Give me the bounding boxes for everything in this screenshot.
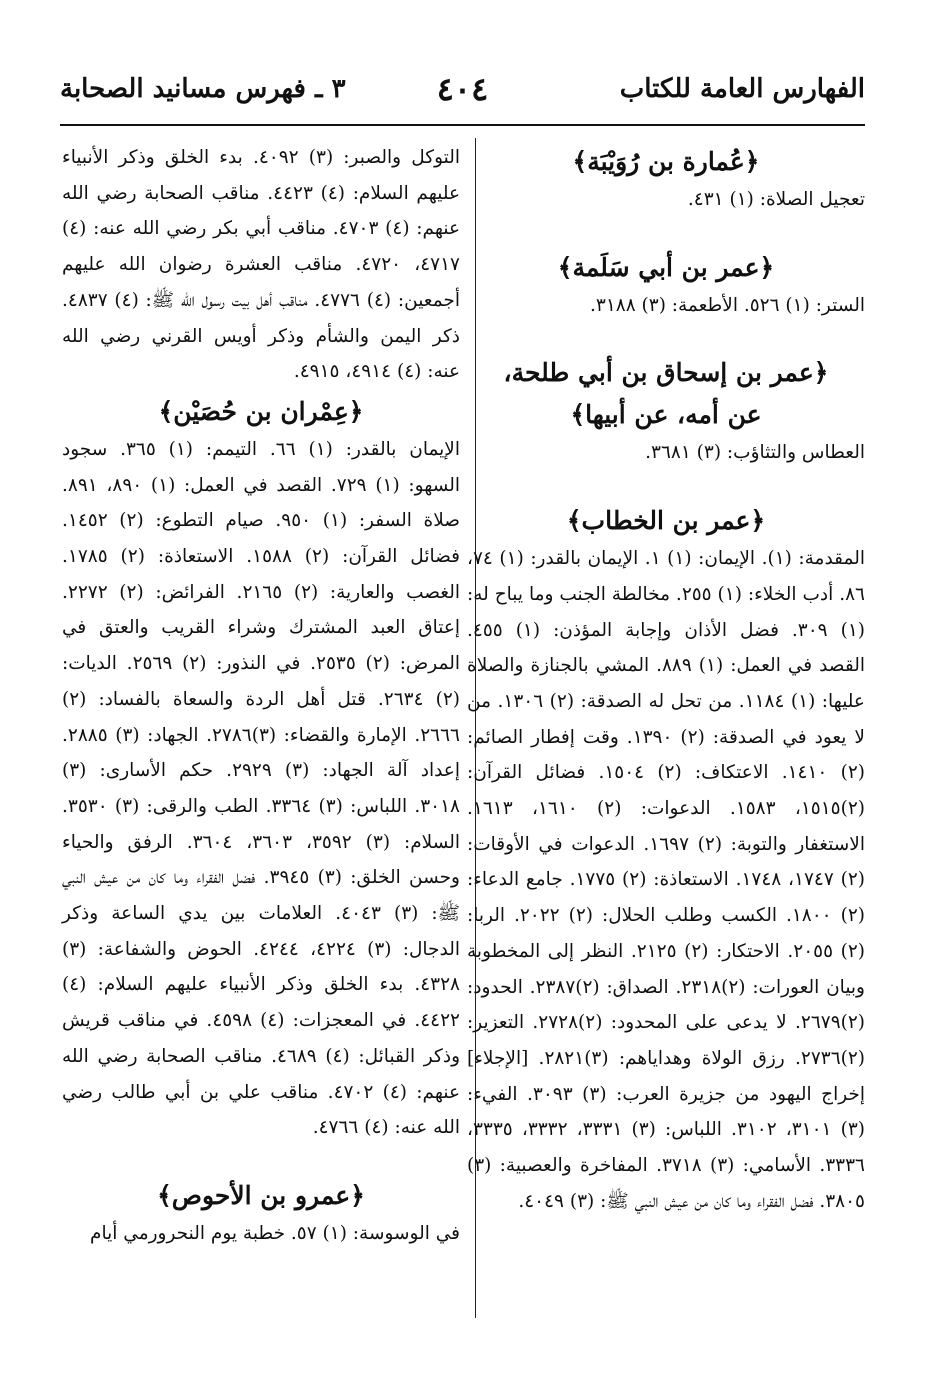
- spacer: [467, 323, 865, 351]
- entry-text-amr-ahwas: في الوسوسة: (١) ٥٧. خطبة يوم النحرورمي أيام: [90, 1222, 460, 1244]
- header-rule: [60, 124, 865, 126]
- left-column: [62, 140, 460, 1252]
- entry-text-umar-khattab: المقدمة: (١). الإيمان: (١) ١. الإيمان بالقدر: (١) ٧٤، ٨٦. أدب الخلاء: (١) ٢٥٥. مخالطة الجنب وما يباح له: (١) ٣٠٩. فضل الأذان وإجابة المؤذن: (١) ٤٥٥. القصد في العمل: (١) ٨٨٩. المشي بالجنازة والصلاة عليها: (١) ١١٨٤. من تحل له الصدقة: (٢) ١٣٠٦. من لا يعود في الصدقة: (٢) ١٣٩٠. وقت إفطار الصائم: (٢) ١٤١٠. الاعتكاف: (٢) ١٥٠٤. فضائل القرآن: (٢)١٥١٥، ١٥٨٣. الدعوات: (٢) ١٦١٠، ١٦١٣. الاستغفار والتوبة: (٢) ١٦٩٧. الدعوات في الأوقات: (٢) ١٧٤٧، ١٧٤٨. الاستعاذة: (٢) ١٧٧٥. جامع الدعاء: (٢) ١٨٠٠. الكسب وطلب الحلال: (٢) ٢٠٢٢. الربا: (٢) ٢٠٥٥. الاحتكار: (٢) ٢١٢٥. النظر إلى المخطوبة وبيان العورات: (٢)٢٣١٨. الصداق: (٢)٢٣٨٧. الحدود: (٢)٢٦٧٩. لا يدعى على المحدود: (٢)٢٧٢٨. التعزير: (٢)٢٧٣٦. رزق الولاة وهداياهم: (٣)٢٨٢١. [الإجلاء] إخراج اليهود من جزيرة العرب: (٣) ٣٠٩٣. الفيء: (٣) ٣١٠١، ٣١٠٢. اللباس: (٣) ٣٣٣١، ٣٣٣٢، ٣٣٣٥، ٣٣٣٦. الأسامي: (٣) ٣٧١٨. المفاخرة والعصبية: (٣) ٣٨٠٥. فضل الفقراء وما كان من عيش النبي ﷺ: (٣) ٤٠٤٩.: [467, 548, 866, 1212]
- entry-heading-umar-ishaq-2: عن أمه، عن أبيها﴾: [570, 400, 762, 430]
- entry-heading-imran: ﴿عِمْران بن حُصَيْن﴾: [158, 396, 364, 426]
- spacer: [467, 218, 865, 246]
- page-number: ٤٠٤: [436, 70, 489, 108]
- entry-text-umar-khattab-cont: التوكل والصبر: (٣) ٤٠٩٢. بدء الخلق وذكر الأنبياء عليهم السلام: (٤) ٤٤٢٣. مناقب الصحابة رضي الله عنهم: (٤) ٤٧٠٣. مناقب أبي بكر رضي الله عنه: (٤) ٤٧١٧، ٤٧٢٠. مناقب العشرة رضوان الله عليهم أجمعين: (٤) ٤٧٧٦. مناقب أهل بيت رسول الله ﷺ: (٤) ٤٨٣٧. ذكر اليمن والشأم وذكر أويس القرني رضي الله عنه: (٤) ٤٩١٤، ٤٩١٥.: [62, 147, 460, 383]
- spacer: [467, 471, 865, 499]
- book-title: الفهارس العامة للكتاب: [619, 74, 865, 104]
- entry-text-imran: الإيمان بالقدر: (١) ٦٦. التيمم: (١) ٣٦٥. سجود السهو: (١) ٧٢٩. القصد في العمل: (١) ٨٩٠، ٨٩١. صلاة السفر: (١) ٩٥٠. صيام التطوع: (٢) ١٤٥٢. فضائل القرآن: (٢) ١٥٨٨. الاستعاذة: (٢) ١٧٨٥. الغصب والعارية: (٢) ٢١٦٥. الفرائض: (٢) ٢٢٧٢. إعتاق العبد المشترك وشراء القريب والعتق في المرض: (٢) ٢٥٣٥. في النذور: (٢) ٢٥٦٩. الديات: (٢) ٢٦٣٤. قتل أهل الردة والسعاة بالفساد: (٢) ٢٦٦٦. الإمارة والقضاء: (٣)٢٧٨٦. الجهاد: (٣) ٢٨٨٥. إعداد آلة الجهاد: (٣) ٢٩٢٩. حكم الأسارى: (٣) ٣٠١٨. اللباس: (٣) ٣٣٦٤. الطب والرقى: (٣) ٣٥٣٠. السلام: (٣) ٣٥٩٢، ٣٦٠٣، ٣٦٠٤. الرفق والحياء وحسن الخلق: (٣) ٣٩٤٥. فضل الفقراء وما كان من عيش النبي ﷺ: (٣) ٤٠٤٣. العلامات بين يدي الساعة وذكر الدجال: (٣) ٤٢٢٤، ٤٢٤٤. الحوض والشفاعة: (٣) ٤٣٢٨. بدء الخلق وذكر الأنبياء عليهم السلام: (٤) ٤٤٢٢. في المعجزات: (٤) ٤٥٩٨. في مناقب قريش وذكر القبائل: (٤) ٤٦٨٩. مناقب الصحابة رضي الله عنهم: (٤) ٤٧٠٢. مناقب علي بن أبي طالب رضي الله عنه: (٤) ٤٧٦٦.: [62, 438, 461, 1139]
- entry-heading-umar-khattab: ﴿عمر بن الخطاب﴾: [566, 506, 766, 536]
- entry-text-umar-abi-salama: الستر: (١) ٥٢٦. الأطعمة: (٣) ٣١٨٨.: [590, 294, 865, 316]
- entry-heading-amr-ahwas: ﴿عمرو بن الأحوص﴾: [157, 1180, 365, 1210]
- entry-heading-umara: ﴿عُمارة بن رُوَيْبَة﴾: [572, 147, 760, 176]
- right-column: [467, 140, 865, 1219]
- entry-heading-umar-ishaq-1: ﴿عمر بن إسحاق بن أبي طلحة،: [503, 358, 829, 388]
- page-header: [60, 70, 865, 114]
- entry-text-umara: تعجيل الصلاة: (١) ٤٣١.: [687, 189, 865, 210]
- entry-heading-umar-abi-salama: ﴿عمر بن أبي سَلَمة﴾: [557, 252, 775, 282]
- entry-text-umar-ishaq: العطاس والتثاؤب: (٣) ٣٦٨١.: [645, 442, 865, 464]
- spacer: [62, 1146, 460, 1174]
- section-title: ٣ ـ فهرس مسانيد الصحابة: [60, 74, 346, 104]
